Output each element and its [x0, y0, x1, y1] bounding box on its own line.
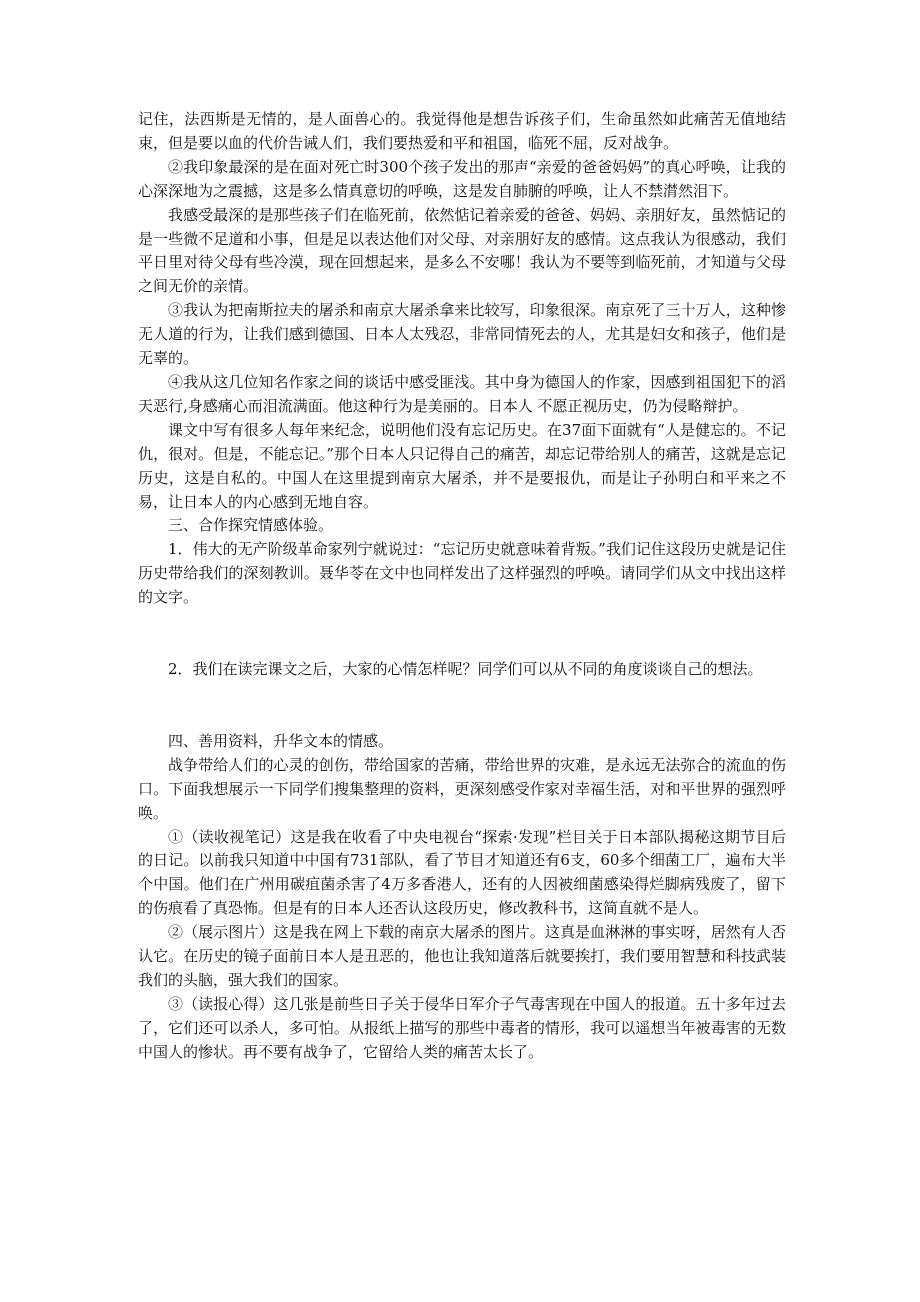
paragraph-2: ②我印象最深的是在面对死亡时300个孩子发出的那声“亲爱的爸爸妈妈”的真心呼唤，让我的心深深地为之震撼，这是多么情真意切的呼唤，这是发自肺腑的呼唤，让人不禁潸然泪下。	[138, 157, 786, 200]
section-heading-3: 三、合作探究情感体验。	[168, 516, 334, 535]
question-2: 2．我们在读完课文之后，大家的心情怎样呢？同学们可以从不同的角度谈谈自己的想法。	[168, 660, 763, 679]
paragraph-3: 我感受最深的是那些孩子们在临死前，依然惦记着亲爱的爸爸、妈妈、亲朋好友，虽然惦记的是一些微不足道和小事，但是足以表达他们对父母、对亲朋好友的感情。这点我认为很感动，我们平日里对待父母有些冷漠，现在回想起来，是多么不安哪！我认为不要等到临死前，才知道与父母之间无价的亲情。	[138, 205, 786, 296]
answer-space-2	[138, 682, 786, 730]
material-3: ③（读报心得）这几张是前些日子关于侵华日军介子气毒害现在中国人的报道。五十多年过去了，它们还可以杀人，多可怕。从报纸上描写的那些中毒者的情形，我可以遥想当年被毒害的无数中国人的惨状。再不要有战争了，它留给人类的痛苦太长了。	[138, 994, 786, 1061]
paragraph-5: ④我从这几位知名作家之间的谈话中感受匪浅。其中身为德国人的作家，因感到祖国犯下的滔天恶行,身感痛心而泪流满面。他这种行为是美丽的。日本人 不愿正视历史，仍为侵略辩护。	[138, 372, 786, 415]
paragraph-1: 记住，法西斯是无情的，是人面兽心的。我觉得他是想告诉孩子们，生命虽然如此痛苦无值地结束，但是要以血的代价告诫人们，我们要热爱和平和祖国，临死不屈，反对战争。	[138, 110, 786, 152]
paragraph-4: ③我认为把南斯拉夫的屠杀和南京大屠杀拿来比较写，印象很深。南京死了三十万人，这种惨无人道的行为，让我们感到德国、日本人太残忍，非常同情死去的人，尤其是妇女和孩子，他们是无辜的。	[138, 301, 786, 368]
material-2: ②（展示图片）这是我在网上下载的南京大屠杀的图片。这真是血淋淋的事实呀，居然有人否认它。在历史的镜子面前日本人是丑恶的，他也让我知道落后就要挨打，我们要用智慧和科技武装我们的头脑，强大我们的国家。	[138, 923, 786, 989]
answer-space-1	[138, 610, 786, 658]
paragraph-6: 课文中写有很多人每年来纪念，说明他们没有忘记历史。在37面下面就有“人是健忘的。不记仇，很对。但是，不能忘记。”那个日本人只记得自己的痛苦，却忘记带给别人的痛苦，这就是忘记历史，这是自私的。中国人在这里提到南京大屠杀，并不是要报仇，而是让子孙明白和平来之不易，让日本人的内心感到无地自容。	[138, 420, 786, 511]
paragraph-intro-materials: 战争带给人们的心灵的创伤，带给国家的苦痛，带给世界的灾难，是永远无法弥合的流血的伤口。下面我想展示一下同学们搜集整理的资料，更深刻感受作家对幸福生活，对和平世界的强烈呼唤。	[138, 755, 786, 822]
document-body	[138, 108, 786, 1065]
section-heading-4: 四、善用资料，升华文本的情感。	[168, 731, 394, 750]
material-1: ①（读收视笔记）这是我在收看了中央电视台“探索·发现”栏目关于日本部队揭秘这期节目后的日记。以前我只知道中中国有731部队，看了节目才知道还有6支，60多个细菌工厂，遍布大半个中国。他们在广州用碳疽菌杀害了4万多香港人，还有的人因被细菌感染得烂脚病残废了，留下的伤痕看了真恐怖。但是有的日本人还否认这段历史，修改教科书，这简直就不是人。	[138, 827, 786, 918]
question-1: 1．伟大的无产阶级革命家列宁就说过：“忘记历史就意味着背叛。”我们记住这段历史就是记住历史带给我们的深刻教训。聂华苓在文中也同样发出了这样强烈的呼唤。请同学们从文中找出这样的文字。	[138, 540, 786, 607]
